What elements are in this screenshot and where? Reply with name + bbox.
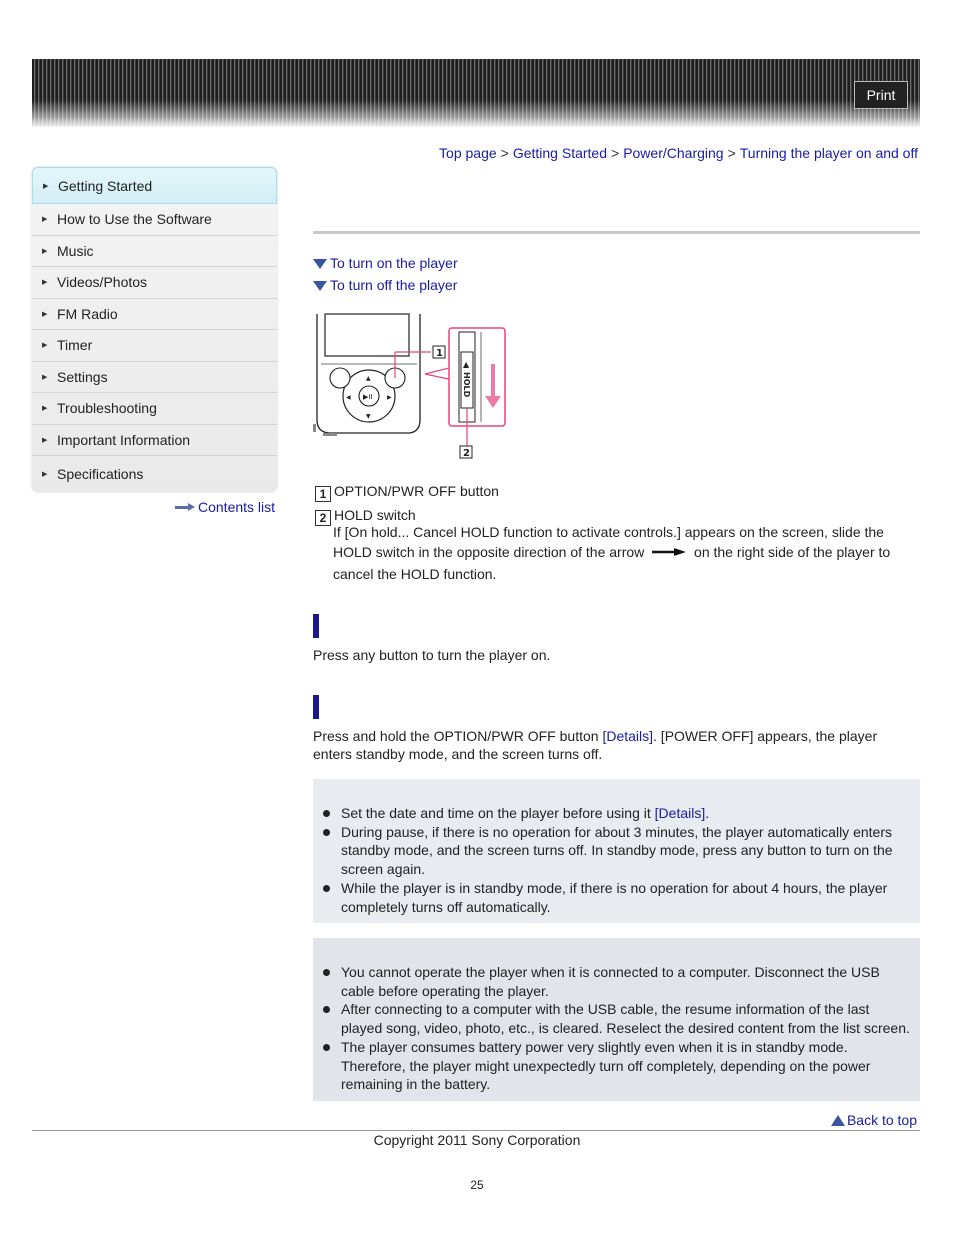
sidebar-item-label: Getting Started (58, 177, 153, 194)
jump-link-turn-off[interactable] (313, 277, 457, 293)
caution-list (313, 938, 920, 1094)
back-button (330, 368, 350, 388)
sidebar-item-label: How to Use the Software (57, 211, 212, 228)
breadcrumb (439, 145, 918, 161)
back-to-top-label[interactable]: Back to top (846, 1112, 917, 1128)
svg-text:▶II: ▶II (363, 393, 373, 401)
turn-off-text-a: Press and hold the OPTION/PWR OFF button (313, 728, 599, 744)
details-link[interactable]: [Details] (602, 728, 654, 744)
callout-1-label: 1 (436, 348, 443, 359)
triangle-right-icon: ▶ (42, 310, 48, 318)
triangle-down-icon (313, 281, 327, 291)
breadcrumb-current-page[interactable]: Turning the player on and off (739, 145, 918, 161)
legend-label: HOLD switch (334, 507, 416, 523)
svg-text:▼: ▼ (366, 413, 371, 420)
contents-list-link[interactable] (175, 499, 275, 515)
breadcrumb-top-page[interactable]: Top page (439, 145, 497, 161)
caution-item: After connecting to a computer with the USB cable, the resume information of the last played song, video, photo, etc., is cleared. Reselect the desired content from the list screen. (341, 1000, 920, 1037)
jump-link-turn-on[interactable] (313, 255, 458, 271)
hold-note-line-2b: on the right side of the player to (694, 544, 891, 560)
sidebar-item-music[interactable] (32, 236, 277, 268)
sidebar-item-settings[interactable] (32, 362, 277, 394)
jump-link-label[interactable]: To turn on the player (330, 255, 458, 271)
details-link[interactable]: [Details] (654, 805, 706, 821)
hint-text: Set the date and time on the player before using it (341, 805, 651, 821)
sidebar-item-important-information[interactable] (32, 425, 277, 457)
triangle-right-icon: ▶ (42, 279, 48, 287)
arrow-right-icon (175, 503, 195, 511)
sidebar-item-fm-radio[interactable] (32, 299, 277, 331)
sidebar (32, 167, 277, 492)
svg-text:▲: ▲ (366, 375, 371, 382)
contents-list-label[interactable]: Contents list (198, 499, 276, 515)
sidebar-item-label: Specifications (57, 466, 144, 482)
triangle-right-icon: ▶ (42, 436, 48, 444)
jump-link-label[interactable]: To turn off the player (330, 277, 458, 293)
sidebar-item-label: Important Information (57, 431, 191, 448)
breadcrumb-separator: > (500, 145, 509, 161)
sidebar-item-getting-started[interactable] (32, 167, 277, 204)
legend-label: OPTION/PWR OFF button (334, 483, 499, 499)
hold-label: HOLD (462, 372, 471, 398)
sidebar-item-specifications[interactable] (32, 456, 277, 492)
sidebar-item-label: Troubleshooting (57, 400, 157, 417)
turn-on-text: Press any button to turn the player on. (313, 647, 551, 663)
turn-off-text-b: . [POWER OFF] appears, the player (653, 728, 878, 744)
sidebar-item-timer[interactable] (32, 330, 277, 362)
player-illustration (313, 312, 508, 462)
sidebar-item-how-to-use-software[interactable] (32, 204, 277, 236)
triangle-down-icon (313, 259, 327, 269)
print-button[interactable]: Print (854, 81, 908, 109)
section-heading-bar-turn-off (313, 695, 319, 719)
sidebar-item-videos-photos[interactable] (32, 267, 277, 299)
caution-box (313, 938, 920, 1101)
number-1-icon: 1 (315, 486, 331, 502)
breadcrumb-separator: > (727, 145, 736, 161)
header-banner (32, 59, 920, 127)
hint-item: During pause, if there is no operation for about 3 minutes, the player automatically enters standby mode, and the screen turns off. In standby mode, press any button to turn on the screen again. (341, 823, 920, 879)
triangle-right-icon: ▶ (42, 471, 48, 478)
sidebar-item-label: Music (57, 242, 94, 259)
hint-box (313, 779, 920, 923)
triangle-right-icon: ▶ (42, 405, 48, 413)
sidebar-item-label: Settings (57, 368, 108, 385)
caution-item: The player consumes battery power very slightly even when it is in standby mode. Therefore, the player might unexpectedly turn off completely, depending on the power remaining in the battery. (341, 1038, 920, 1094)
triangle-right-icon: ▶ (42, 216, 48, 224)
caution-item: You cannot operate the player when it is connected to a computer. Disconnect the USB cable before operating the player. (341, 963, 920, 1000)
hold-note-line-2a: HOLD switch in the opposite direction of the arrow (333, 544, 645, 560)
sidebar-item-label: Videos/Photos (57, 274, 148, 291)
hint-item (341, 804, 920, 823)
copyright-text: Copyright 2011 Sony Corporation (373, 1132, 581, 1148)
footer-divider (32, 1130, 920, 1131)
section-heading-bar-turn-on (313, 614, 319, 638)
triangle-right-icon: ▶ (43, 182, 49, 190)
sidebar-item-label: Timer (57, 337, 93, 354)
number-2-icon: 2 (315, 510, 331, 526)
title-divider (313, 231, 920, 234)
page-number: 25 (470, 1178, 484, 1192)
hint-tail: . (705, 805, 710, 821)
triangle-right-icon: ▶ (42, 247, 48, 255)
callout-2-label: 2 (463, 448, 470, 459)
long-arrow-right-icon (652, 547, 686, 557)
sidebar-item-troubleshooting[interactable] (32, 393, 277, 425)
hold-note-line-2 (333, 542, 890, 562)
breadcrumb-getting-started[interactable]: Getting Started (512, 145, 607, 161)
back-to-top-link[interactable] (831, 1112, 917, 1128)
side-zoom-panel (449, 328, 505, 426)
svg-text:▶: ▶ (387, 394, 392, 401)
breadcrumb-separator: > (611, 145, 620, 161)
hold-note-line-3: cancel the HOLD function. (333, 566, 497, 582)
triangle-right-icon: ▶ (42, 373, 48, 381)
hold-note-line-1: If [On hold... Cancel HOLD function to activate controls.] appears on the screen, slide the (333, 524, 884, 540)
triangle-up-icon (831, 1115, 845, 1126)
triangle-right-icon: ▶ (42, 342, 48, 350)
hint-item: While the player is in standby mode, if there is no operation for about 4 hours, the player completely turns off automatically. (341, 879, 920, 916)
turn-off-text-line-2: enters standby mode, and the screen turns off. (313, 746, 603, 762)
sidebar-item-label: FM Radio (57, 305, 118, 322)
svg-text:▲: ▲ (463, 360, 470, 369)
turn-off-text-line-1 (313, 726, 877, 746)
hint-list (313, 779, 920, 916)
player-screen (325, 314, 409, 356)
svg-text:◀: ◀ (346, 394, 351, 401)
breadcrumb-power-charging[interactable]: Power/Charging (623, 145, 724, 161)
legend-item-1 (315, 483, 499, 502)
